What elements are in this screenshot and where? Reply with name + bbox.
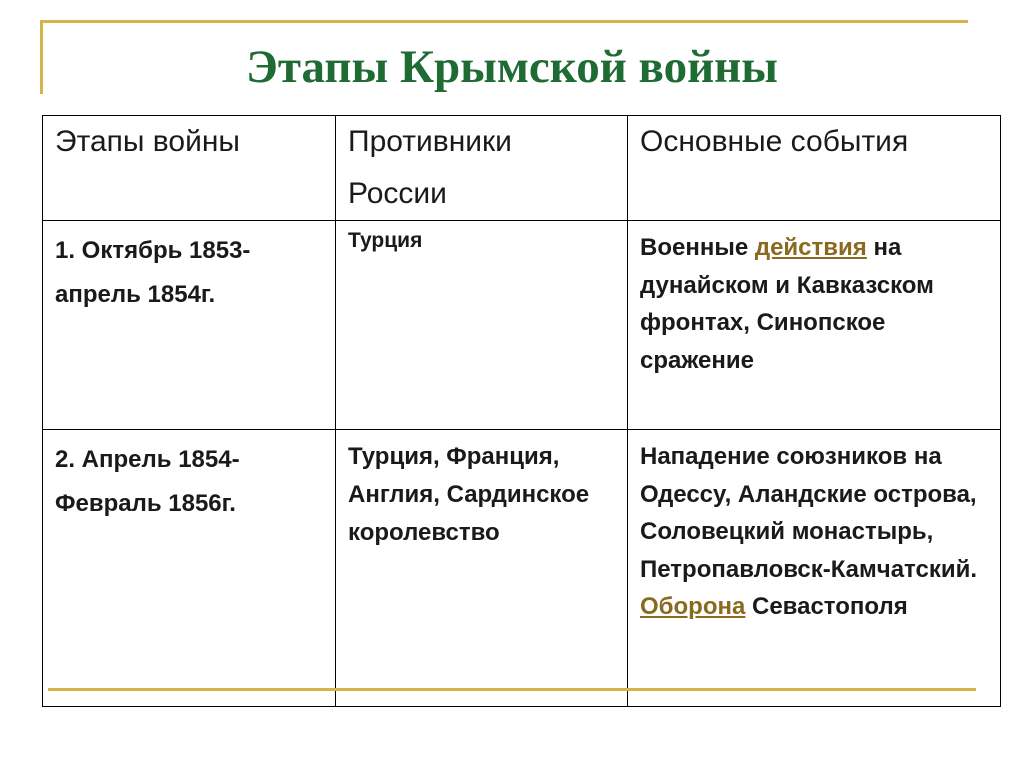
events-link[interactable]: действия bbox=[754, 234, 867, 261]
stages-table bbox=[42, 115, 1001, 707]
stage-text: 1. Октябрь 1853-апрель 1854г. bbox=[55, 237, 251, 308]
opponents-cell bbox=[336, 430, 628, 707]
events-text-part: Военные bbox=[640, 234, 755, 261]
opponents-text: Турция, Франция, Англия, Сардинское королевство bbox=[348, 443, 590, 546]
events-text-part: Севастополя bbox=[745, 593, 908, 620]
events-text bbox=[640, 438, 990, 626]
table-row bbox=[43, 221, 1001, 430]
header-stages: Этапы войны bbox=[43, 116, 336, 221]
events-text bbox=[640, 229, 990, 379]
stage-cell bbox=[43, 221, 336, 430]
header-events: Основные события bbox=[628, 116, 1001, 221]
decorative-top-line bbox=[40, 20, 968, 23]
events-link[interactable]: Оборона bbox=[640, 593, 746, 620]
opponents-text: Турция bbox=[348, 229, 423, 252]
events-cell bbox=[628, 430, 1001, 707]
table-row bbox=[43, 430, 1001, 707]
table-header-row bbox=[43, 116, 1001, 221]
opponents-cell bbox=[336, 221, 628, 430]
stage-cell bbox=[43, 430, 336, 707]
events-cell bbox=[628, 221, 1001, 430]
stage-text: 2. Апрель 1854-Февраль 1856г. bbox=[55, 446, 240, 517]
events-text-part: на дунайском и Кавказском фронтах, Синопское сражение bbox=[640, 234, 934, 374]
decorative-bottom-line bbox=[48, 688, 976, 691]
events-text-part: Нападение союзников на Одессу, Аландские острова, Соловецкий монастырь, Петропавловск-Камчатский. bbox=[640, 443, 978, 583]
slide-title: Этапы Крымской войны bbox=[246, 41, 778, 93]
header-opponents: Противники России bbox=[336, 116, 628, 221]
